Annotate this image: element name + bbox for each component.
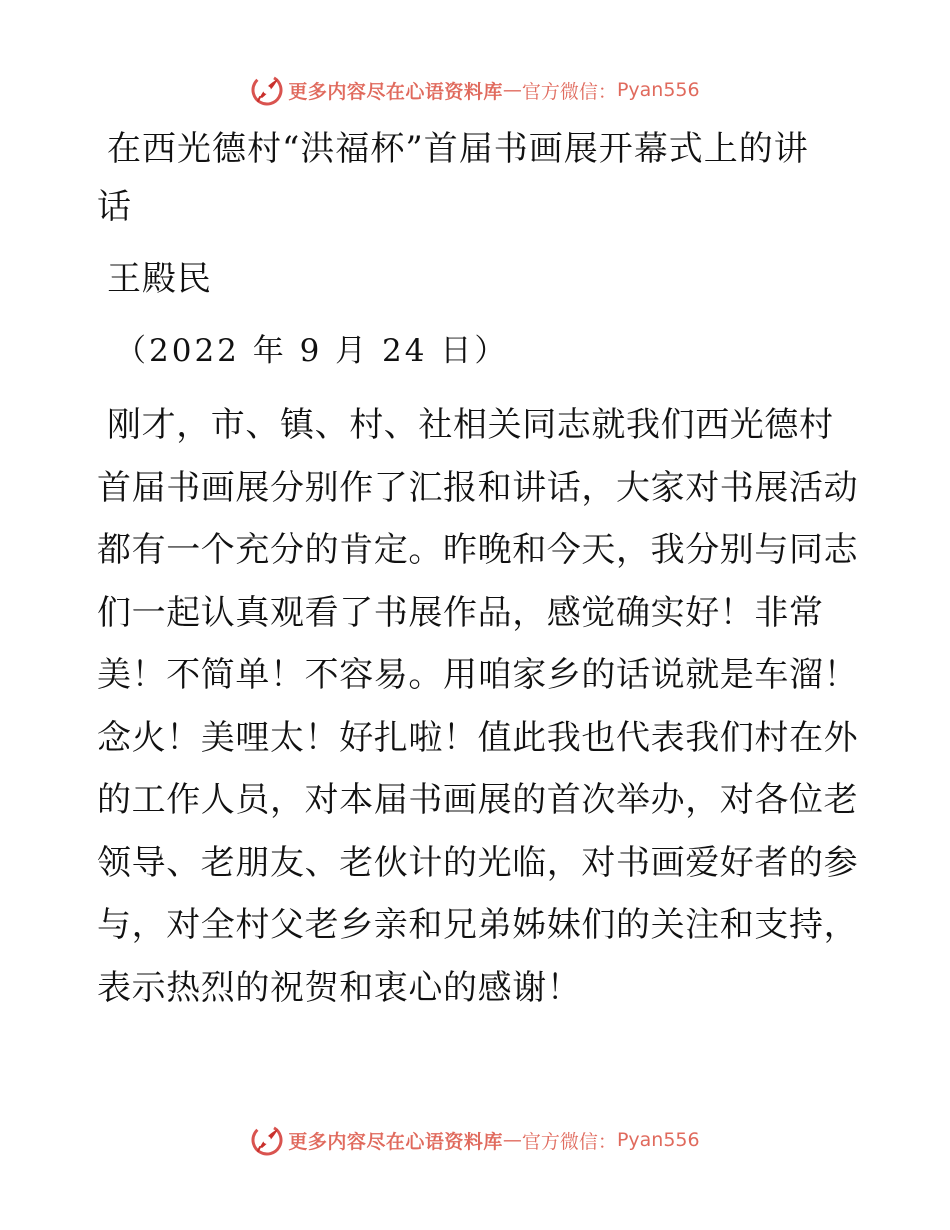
footer-watermark <box>0 1120 950 1160</box>
watermark-text: 更多内容尽在心语资料库 <box>288 80 503 103</box>
document-body <box>97 120 857 1019</box>
quill-pen-logo-icon <box>250 1123 284 1157</box>
watermark-dash: — <box>502 1129 522 1151</box>
paragraph-line: 刚才，市、镇、村、社相关同志就我们西光德村 <box>107 405 834 445</box>
quill-pen-logo-icon <box>250 73 284 107</box>
paragraph-line: 与，对全村父老乡亲和兄弟姊妹们的关注和支持， <box>97 905 859 945</box>
document-date: （2022 年 9 月 24 日） <box>115 333 509 369</box>
document-paragraph <box>97 394 857 1019</box>
document-title-line-1: 在西光德村“洪福杯”首届书画展开幕式上的讲 <box>107 129 809 169</box>
watermark-wechat-label: 官方微信： <box>521 80 617 103</box>
header-watermark <box>0 70 950 110</box>
paragraph-line: 美！不简单！不容易。用咱家乡的话说就是车溜！ <box>97 655 859 695</box>
watermark-text: 更多内容尽在心语资料库 <box>288 1130 503 1153</box>
document-title-line-2: 话 <box>97 187 132 227</box>
paragraph-line: 们一起认真观看了书展作品，感觉确实好！非常 <box>97 592 824 633</box>
paragraph-line: 都有一个充分的肯定。昨晚和今天，我分别与同志 <box>97 530 859 570</box>
watermark-wechat-id: Pyan556 <box>616 1129 700 1151</box>
watermark-wechat-label: 官方微信： <box>521 1130 617 1153</box>
paragraph-line: 表示热烈的祝贺和衷心的感谢！ <box>97 967 582 1008</box>
watermark-dash: — <box>502 79 522 101</box>
paragraph-line: 首届书画展分别作了汇报和讲话，大家对书展活动 <box>97 467 859 508</box>
watermark-wechat-id: Pyan556 <box>616 79 700 101</box>
paragraph-line: 的工作人员，对本届书画展的首次举办，对各位老 <box>97 780 859 820</box>
paragraph-line: 念火！美哩太！好扎啦！值此我也代表我们村在外 <box>97 717 859 758</box>
paragraph-line: 领导、老朋友、老伙计的光临，对书画爱好者的参 <box>97 842 859 883</box>
document-author: 王殿民 <box>107 259 212 299</box>
